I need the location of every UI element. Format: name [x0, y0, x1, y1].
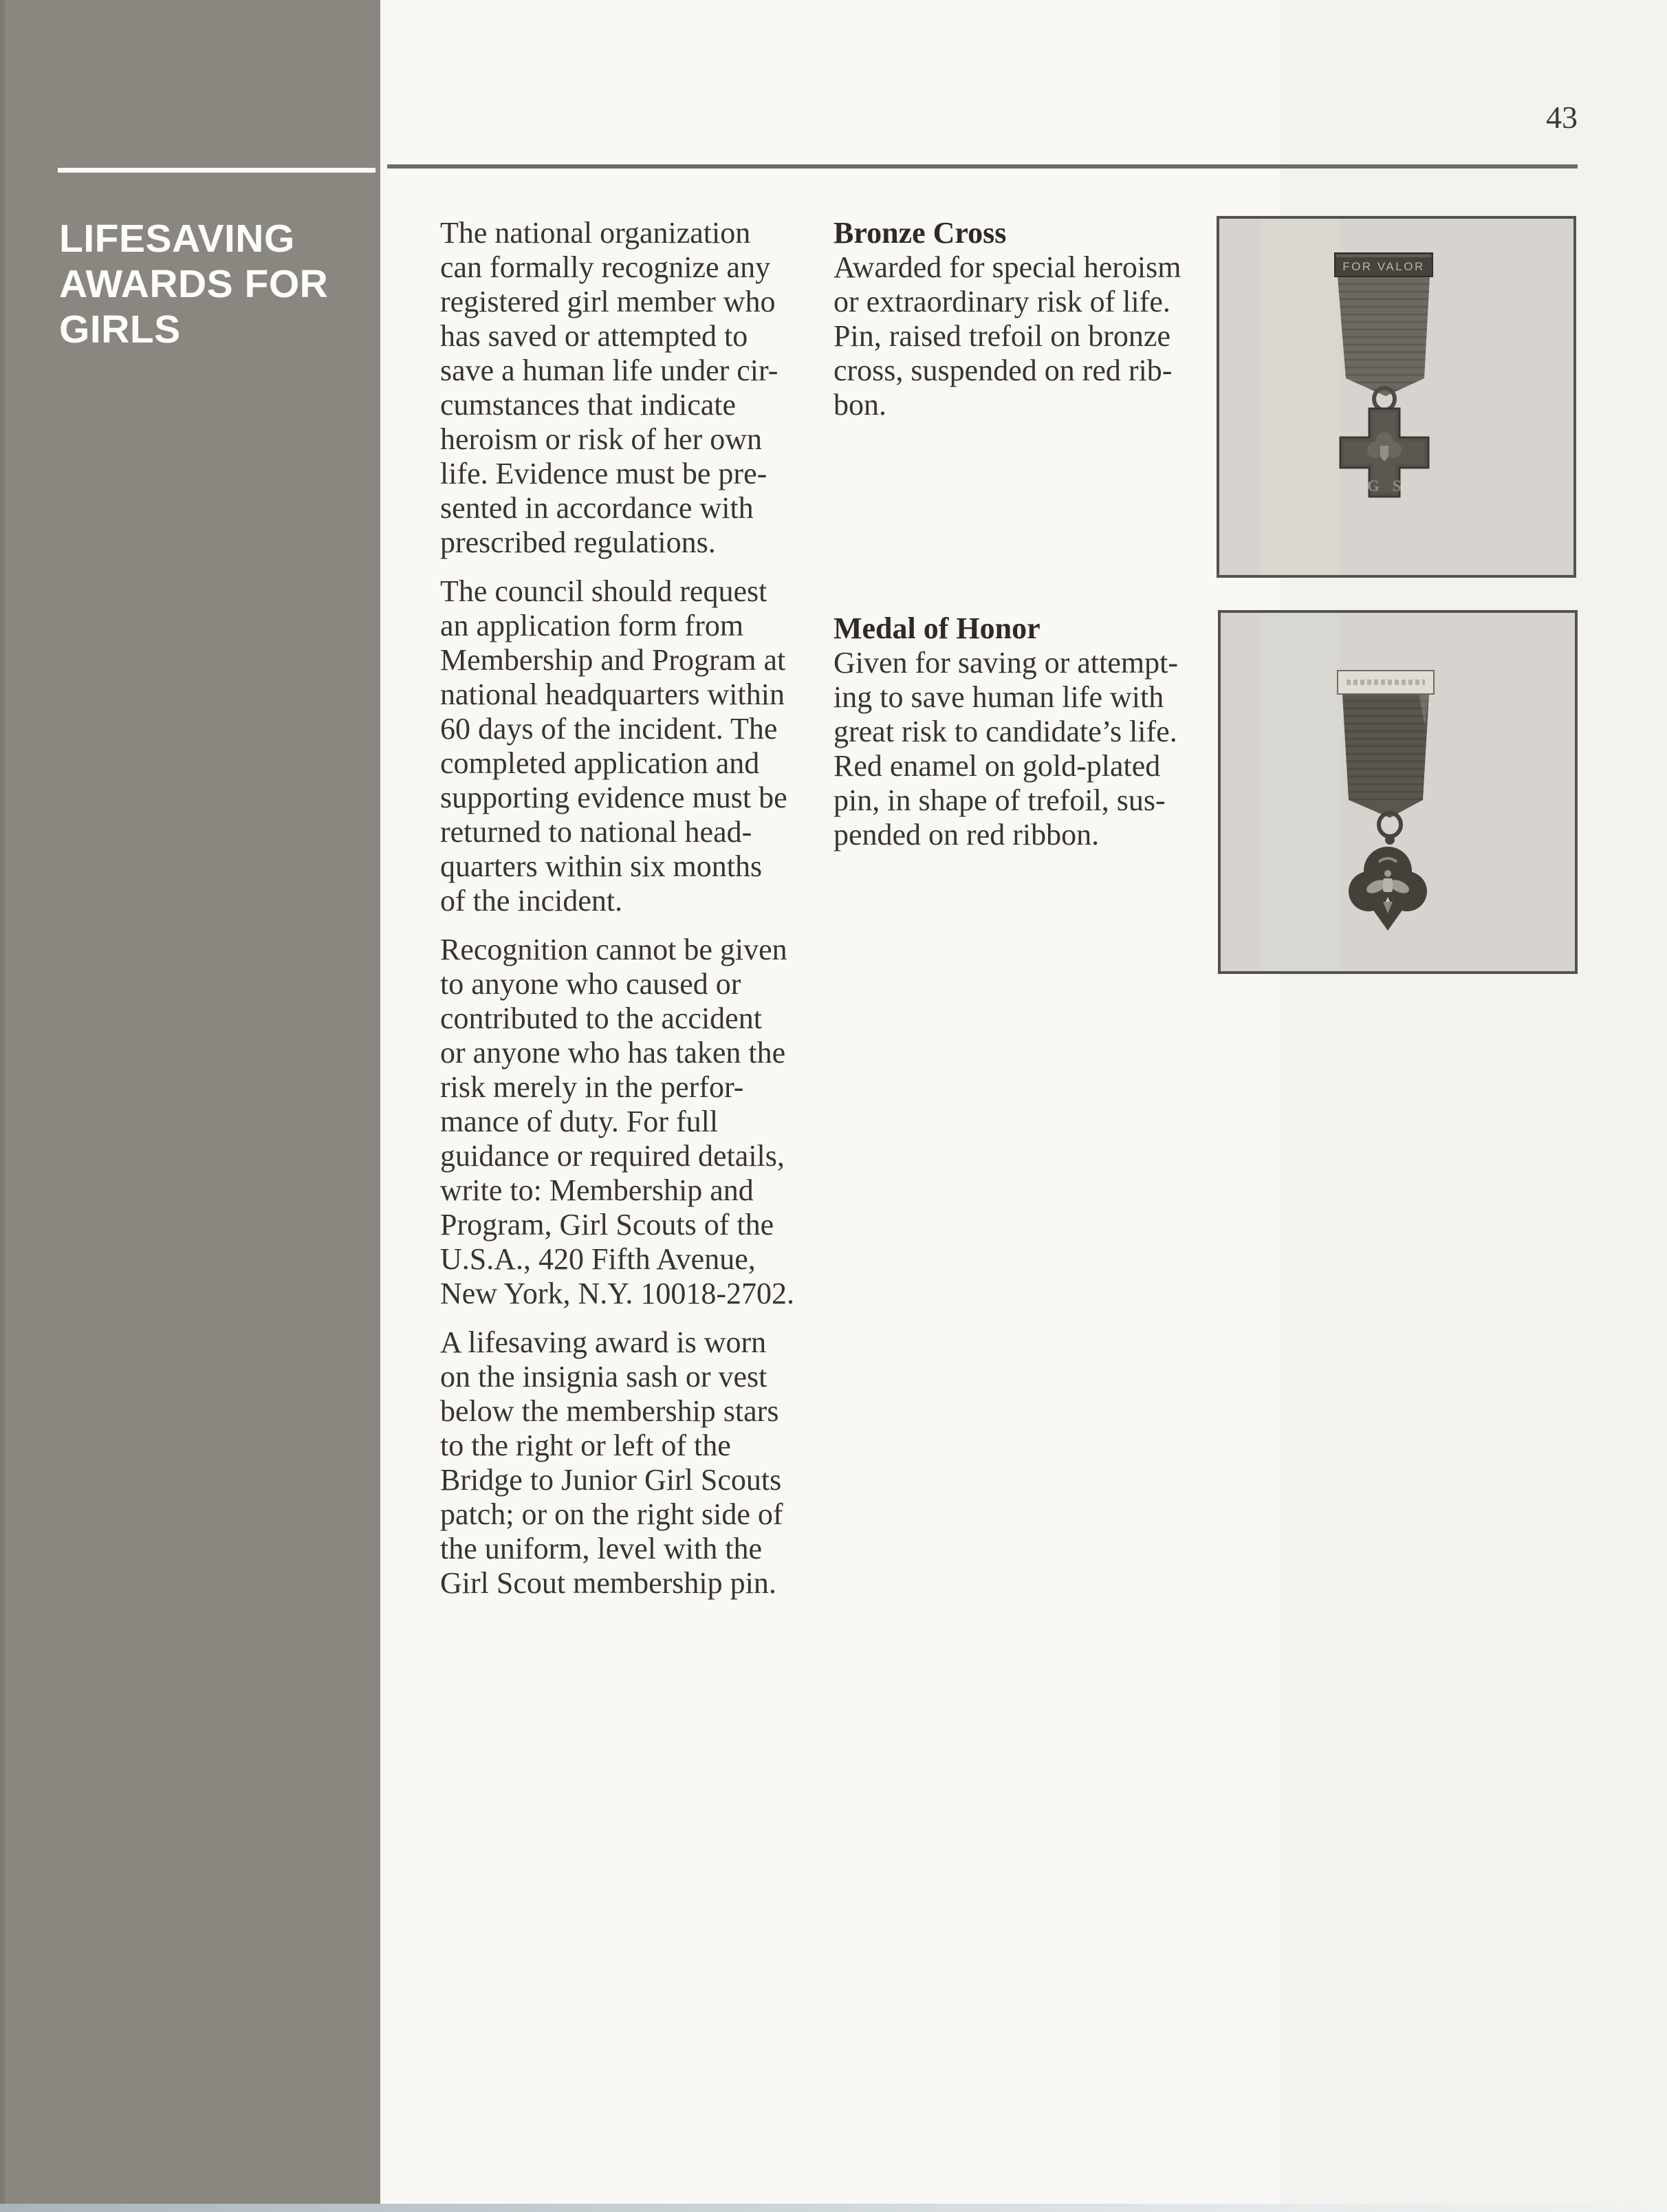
sidebar-rule — [58, 168, 375, 173]
medal-of-honor-heading: Medal of Honor — [834, 611, 1040, 645]
bronze-cross-heading: Bronze Cross — [834, 216, 1007, 250]
intro-paragraph: The national organization can formally recognize any registered girl member who has saved or attempted to save a human life under cir- cumstances that indicate heroism or risk of her own life. Evidence must be pre- sented in accordance with prescribed regulations. — [440, 216, 778, 559]
bronze-cross-description: Awarded for special heroism or extraordinary risk of life. Pin, raised trefoil on bronze cross, suspended on red rib- bon. — [834, 250, 1181, 422]
header-rule — [387, 164, 1578, 169]
page-number: 43 — [1546, 100, 1578, 135]
gs-monogram-left: G — [1367, 477, 1380, 495]
medal-of-honor-section — [834, 611, 1205, 852]
medal-of-honor-description: Given for saving or attempt- ing to save human life with great risk to candidate’s life. Red enamel on gold-plated pin, in shape of trefoil, sus- pended on red ribbon. — [834, 646, 1178, 852]
chapter-title: LIFESAVING AWARDS FOR GIRLS — [59, 217, 329, 351]
for-valor-engraving: FOR VALOR — [1342, 260, 1425, 273]
medal-of-honor-photo — [1218, 610, 1578, 974]
sidebar-left-edge-shadow — [0, 0, 5, 2212]
intro-paragraph: The council should request an application form from Membership and Program at national headquarters within 60 days of the incident. The completed application and supporting evidence must be returned to national head- quarters within six months of the incident. — [440, 574, 787, 918]
bronze-cross-section — [834, 216, 1205, 422]
intro-text-column — [440, 216, 825, 1615]
gs-monogram-right: S — [1392, 477, 1402, 495]
bronze-cross-photo — [1217, 216, 1576, 578]
medal-of-honor-medal-illustration — [1221, 613, 1575, 971]
intro-paragraph: A lifesaving award is worn on the insignia sash or vest below the membership stars to the right or left of the Bridge to Junior Girl Scouts patch; or on the right side of the uniform, level with the Girl Scout membership pin. — [440, 1325, 783, 1600]
bronze-cross-medal-illustration — [1219, 219, 1573, 575]
intro-paragraph: Recognition cannot be given to anyone who caused or contributed to the accident or anyone who has taken the risk merely in the perfor- mance of duty. For full guidance or required details, write to: Membership and Program, Girl Scouts of the U.S.A., 420 Fifth Avenue, New York, N.Y. 10018-2702. — [440, 933, 795, 1310]
scan-bottom-edge — [0, 2204, 1667, 2212]
